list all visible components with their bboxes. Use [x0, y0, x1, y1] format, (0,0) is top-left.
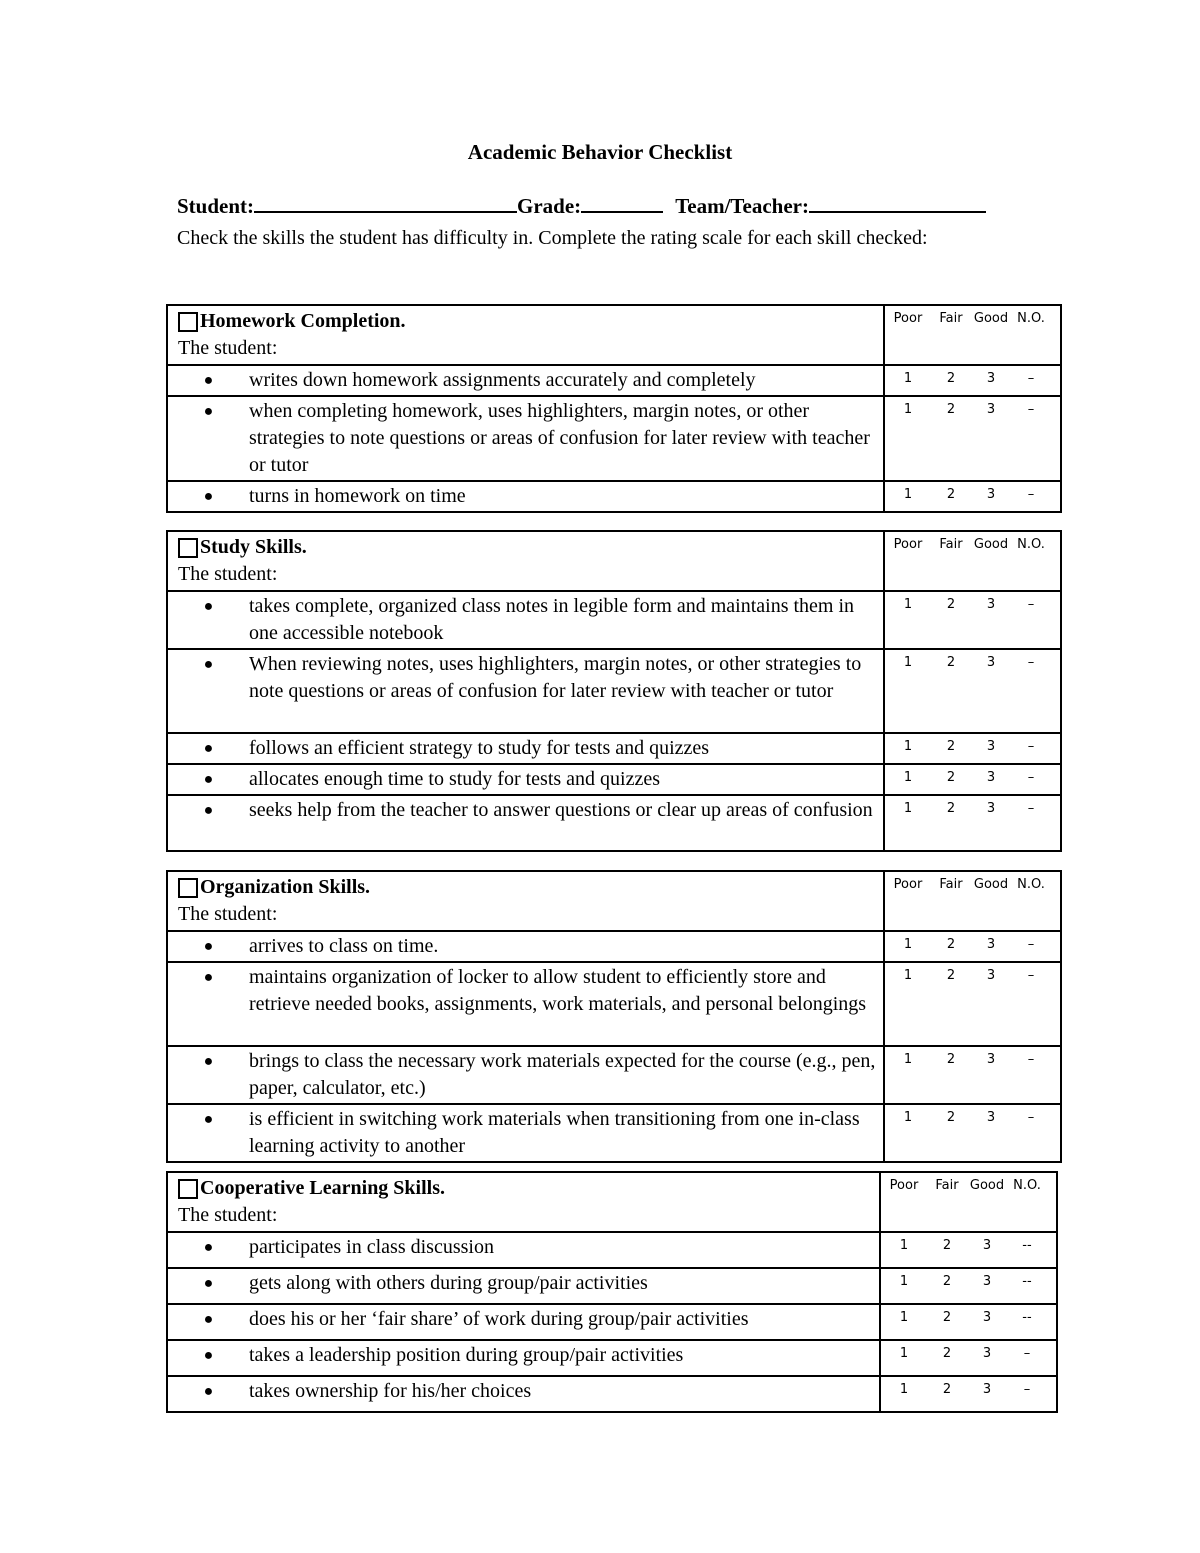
rating-option[interactable]: 3 [986, 968, 996, 983]
rating-cell [884, 962, 1061, 1046]
rating-option[interactable]: 1 [903, 597, 913, 612]
skill-text: gets along with others during group/pair activities [249, 1272, 648, 1294]
skill-text: participates in class discussion [249, 1236, 494, 1258]
rating-option[interactable]: 3 [982, 1346, 992, 1361]
rating-option[interactable]: 2 [946, 1110, 956, 1125]
rating-option[interactable]: 1 [899, 1346, 909, 1361]
rating-cell [884, 396, 1061, 481]
rating-option[interactable]: 3 [986, 487, 996, 502]
bullet-icon: ● [203, 740, 214, 757]
bullet-icon: ● [203, 1311, 214, 1328]
rating-option[interactable]: 3 [986, 655, 996, 670]
section-checkbox[interactable] [178, 312, 198, 332]
bullet-icon: ● [203, 1053, 214, 1070]
rating-option[interactable]: 1 [903, 487, 913, 502]
skill-text: seeks help from the teacher to answer questions or clear up areas of confusion [249, 799, 873, 821]
checklist-row [167, 962, 1061, 1046]
student-label: Student: [177, 194, 255, 218]
rating-cell [884, 1104, 1061, 1162]
rating-cell [884, 795, 1061, 851]
rating-option[interactable]: 1 [903, 371, 913, 386]
checklist-row [167, 365, 1061, 396]
section-title-row [178, 1175, 869, 1202]
rating-option[interactable]: – [1027, 770, 1035, 785]
rating-cell [880, 1304, 1057, 1340]
rating-cell [884, 733, 1061, 764]
skill-text: takes a leadership position during group/pair activities [249, 1344, 684, 1366]
rating-option[interactable]: 1 [903, 655, 913, 670]
rating-option[interactable]: 1 [899, 1238, 909, 1253]
section-checkbox[interactable] [178, 878, 198, 898]
checklist-row [167, 1046, 1061, 1104]
scale-label: Poor [893, 877, 923, 892]
scale-label: N.O. [1017, 877, 1045, 892]
rating-scale-header [884, 871, 1061, 931]
checklist-row [167, 931, 1061, 962]
rating-option[interactable]: 2 [946, 655, 956, 670]
skill-text: turns in homework on time [249, 485, 466, 507]
checklist-row [167, 1104, 1061, 1162]
checklist-row [167, 481, 1061, 512]
section-subtitle: The student: [178, 563, 278, 585]
scale-label: Poor [893, 537, 923, 552]
bullet-icon: ● [203, 488, 214, 505]
rating-option[interactable]: 2 [946, 1052, 956, 1067]
rating-cell [884, 591, 1061, 649]
section-title-row [178, 874, 873, 901]
skill-text: allocates enough time to study for tests and quizzes [249, 768, 661, 790]
section-checkbox[interactable] [178, 538, 198, 558]
rating-scale-header [884, 531, 1061, 591]
grade-blank[interactable] [581, 193, 663, 213]
instructions-text: Check the skills the student has difficulty in. Complete the rating scale for each skill checked: [177, 227, 928, 249]
rating-option[interactable]: 1 [903, 937, 913, 952]
rating-option[interactable]: 3 [982, 1310, 992, 1325]
bullet-icon: ● [203, 771, 214, 788]
rating-option[interactable]: 2 [942, 1274, 952, 1289]
scale-label: Good [969, 1178, 1005, 1193]
rating-option[interactable]: – [1027, 655, 1035, 670]
bullet-icon: ● [203, 1275, 214, 1292]
rating-option[interactable]: 2 [946, 801, 956, 816]
section-title: Study Skills. [200, 536, 307, 558]
bullet-icon: ● [203, 938, 214, 955]
section-header [167, 531, 884, 591]
rating-scale-header [880, 1172, 1057, 1232]
skill-text: When reviewing notes, uses highlighters, margin notes, or other strategies to note questions or areas of confusion for later review with teacher or tutor [249, 653, 862, 702]
rating-option[interactable]: 3 [982, 1382, 992, 1397]
scale-label: Good [973, 311, 1009, 326]
rating-cell [880, 1340, 1057, 1376]
bullet-icon: ● [203, 802, 214, 819]
section-title-row [178, 534, 873, 561]
rating-option[interactable]: 1 [903, 1110, 913, 1125]
checklist-row [167, 1376, 1057, 1412]
rating-option[interactable]: – [1027, 402, 1035, 417]
rating-option[interactable]: 1 [903, 770, 913, 785]
checklist-row [167, 1232, 1057, 1268]
rating-option[interactable]: – [1027, 937, 1035, 952]
student-name-blank[interactable] [254, 193, 517, 213]
rating-option[interactable]: 3 [982, 1238, 992, 1253]
rating-option[interactable]: 3 [982, 1274, 992, 1289]
checklist-row [167, 591, 1061, 649]
bullet-icon: ● [203, 598, 214, 615]
rating-option[interactable]: 1 [903, 968, 913, 983]
scale-label: Fair [939, 537, 963, 552]
rating-option[interactable]: – [1027, 597, 1035, 612]
rating-option[interactable]: 2 [942, 1238, 952, 1253]
bullet-icon: ● [203, 969, 214, 986]
rating-option[interactable]: 1 [899, 1274, 909, 1289]
rating-option[interactable]: 3 [986, 801, 996, 816]
skill-text: when completing homework, uses highlighters, margin notes, or other strategies to note questions or areas of confusion for later review with teacher or tutor [249, 400, 870, 476]
rating-cell [880, 1376, 1057, 1412]
scale-label: N.O. [1017, 537, 1045, 552]
rating-option[interactable]: -- [1022, 1310, 1032, 1325]
rating-scale-header [884, 305, 1061, 365]
student-info-fields [177, 193, 986, 219]
section-subtitle: The student: [178, 337, 278, 359]
rating-cell [884, 764, 1061, 795]
rating-option[interactable]: 1 [899, 1382, 909, 1397]
checklist-section-table [166, 304, 1062, 513]
section-subtitle: The student: [178, 1204, 278, 1226]
rating-cell [880, 1268, 1057, 1304]
section-subtitle: The student: [178, 903, 278, 925]
skill-text: brings to class the necessary work materials expected for the course (e.g., pen, paper, calculator, etc.) [249, 1050, 876, 1099]
rating-option[interactable]: 3 [986, 597, 996, 612]
rating-option[interactable]: 3 [986, 402, 996, 417]
rating-option[interactable]: 2 [946, 739, 956, 754]
rating-option[interactable]: 1 [903, 739, 913, 754]
scale-label: Poor [893, 311, 923, 326]
checklist-row [167, 1340, 1057, 1376]
rating-cell [884, 649, 1061, 733]
grade-label: Grade: [517, 194, 582, 218]
rating-option[interactable]: 2 [946, 371, 956, 386]
checklist-row [167, 1268, 1057, 1304]
rating-option[interactable]: – [1027, 487, 1035, 502]
document-title: Academic Behavior Checklist [467, 140, 733, 164]
rating-option[interactable]: 3 [986, 739, 996, 754]
rating-option[interactable]: 2 [946, 937, 956, 952]
checklist-row [167, 1304, 1057, 1340]
teacher-blank[interactable] [809, 193, 986, 213]
bullet-icon: ● [203, 1239, 214, 1256]
scale-label: Fair [935, 1178, 959, 1193]
rating-option[interactable]: – [1027, 1110, 1035, 1125]
section-header [167, 871, 884, 931]
checklist-section-table [166, 1171, 1058, 1413]
teacher-label: Team/Teacher: [675, 194, 809, 218]
rating-option[interactable]: 2 [946, 402, 956, 417]
scale-label: Good [973, 537, 1009, 552]
rating-option[interactable]: 3 [986, 371, 996, 386]
rating-option[interactable]: 1 [903, 801, 913, 816]
rating-cell [884, 365, 1061, 396]
rating-option[interactable]: – [1023, 1346, 1031, 1361]
rating-cell [884, 931, 1061, 962]
checklist-section-table [166, 530, 1062, 852]
scale-label: N.O. [1017, 311, 1045, 326]
rating-option[interactable]: 1 [899, 1310, 909, 1325]
skill-text: takes ownership for his/her choices [249, 1380, 532, 1402]
skill-text: is efficient in switching work materials when transitioning from one in-class learning activity to another [249, 1108, 860, 1157]
skill-text: arrives to class on time. [249, 935, 439, 957]
rating-option[interactable]: 2 [946, 487, 956, 502]
skill-text: does his or her ‘fair share’ of work during group/pair activities [249, 1308, 749, 1330]
rating-option[interactable]: 3 [986, 1052, 996, 1067]
rating-option[interactable]: 2 [946, 968, 956, 983]
bullet-icon: ● [203, 1111, 214, 1128]
rating-cell [884, 1046, 1061, 1104]
bullet-icon: ● [203, 372, 214, 389]
scale-label: N.O. [1013, 1178, 1041, 1193]
skill-text: takes complete, organized class notes in legible form and maintains them in one accessible notebook [249, 595, 855, 644]
scale-label: Poor [889, 1178, 919, 1193]
section-title-row [178, 308, 873, 335]
section-title: Organization Skills. [200, 876, 371, 898]
bullet-icon: ● [203, 656, 214, 673]
section-title: Cooperative Learning Skills. [200, 1177, 446, 1199]
scale-label: Fair [939, 877, 963, 892]
rating-option[interactable]: 2 [942, 1382, 952, 1397]
scale-label: Fair [939, 311, 963, 326]
skill-text: writes down homework assignments accurately and completely [249, 369, 756, 391]
rating-option[interactable]: – [1023, 1382, 1031, 1397]
rating-option[interactable]: 2 [946, 770, 956, 785]
section-title: Homework Completion. [200, 310, 406, 332]
rating-option[interactable]: -- [1022, 1274, 1032, 1289]
skill-text: maintains organization of locker to allow student to efficiently store and retrieve needed books, assignments, work materials, and personal belongings [249, 966, 867, 1015]
rating-option[interactable]: – [1027, 968, 1035, 983]
section-header [167, 305, 884, 365]
rating-option[interactable]: 3 [986, 1110, 996, 1125]
checklist-row [167, 396, 1061, 481]
rating-cell [884, 481, 1061, 512]
section-checkbox[interactable] [178, 1179, 198, 1199]
rating-option[interactable]: 1 [903, 1052, 913, 1067]
section-header [167, 1172, 880, 1232]
rating-option[interactable]: 3 [986, 937, 996, 952]
rating-cell [880, 1232, 1057, 1268]
skill-text: follows an efficient strategy to study for tests and quizzes [249, 737, 710, 759]
rating-option[interactable]: 3 [986, 770, 996, 785]
scale-label: Good [973, 877, 1009, 892]
rating-option[interactable]: – [1027, 739, 1035, 754]
rating-option[interactable]: 1 [903, 402, 913, 417]
rating-option[interactable]: – [1027, 1052, 1035, 1067]
bullet-icon: ● [203, 1347, 214, 1364]
rating-option[interactable]: – [1027, 801, 1035, 816]
bullet-icon: ● [203, 1383, 214, 1400]
rating-option[interactable]: -- [1022, 1238, 1032, 1253]
checklist-row [167, 764, 1061, 795]
checklist-section-table [166, 870, 1062, 1163]
rating-option[interactable]: – [1027, 371, 1035, 386]
checklist-row [167, 649, 1061, 733]
checklist-row [167, 795, 1061, 851]
rating-option[interactable]: 2 [942, 1346, 952, 1361]
rating-option[interactable]: 2 [942, 1310, 952, 1325]
rating-option[interactable]: 2 [946, 597, 956, 612]
bullet-icon: ● [203, 403, 214, 420]
checklist-row [167, 733, 1061, 764]
